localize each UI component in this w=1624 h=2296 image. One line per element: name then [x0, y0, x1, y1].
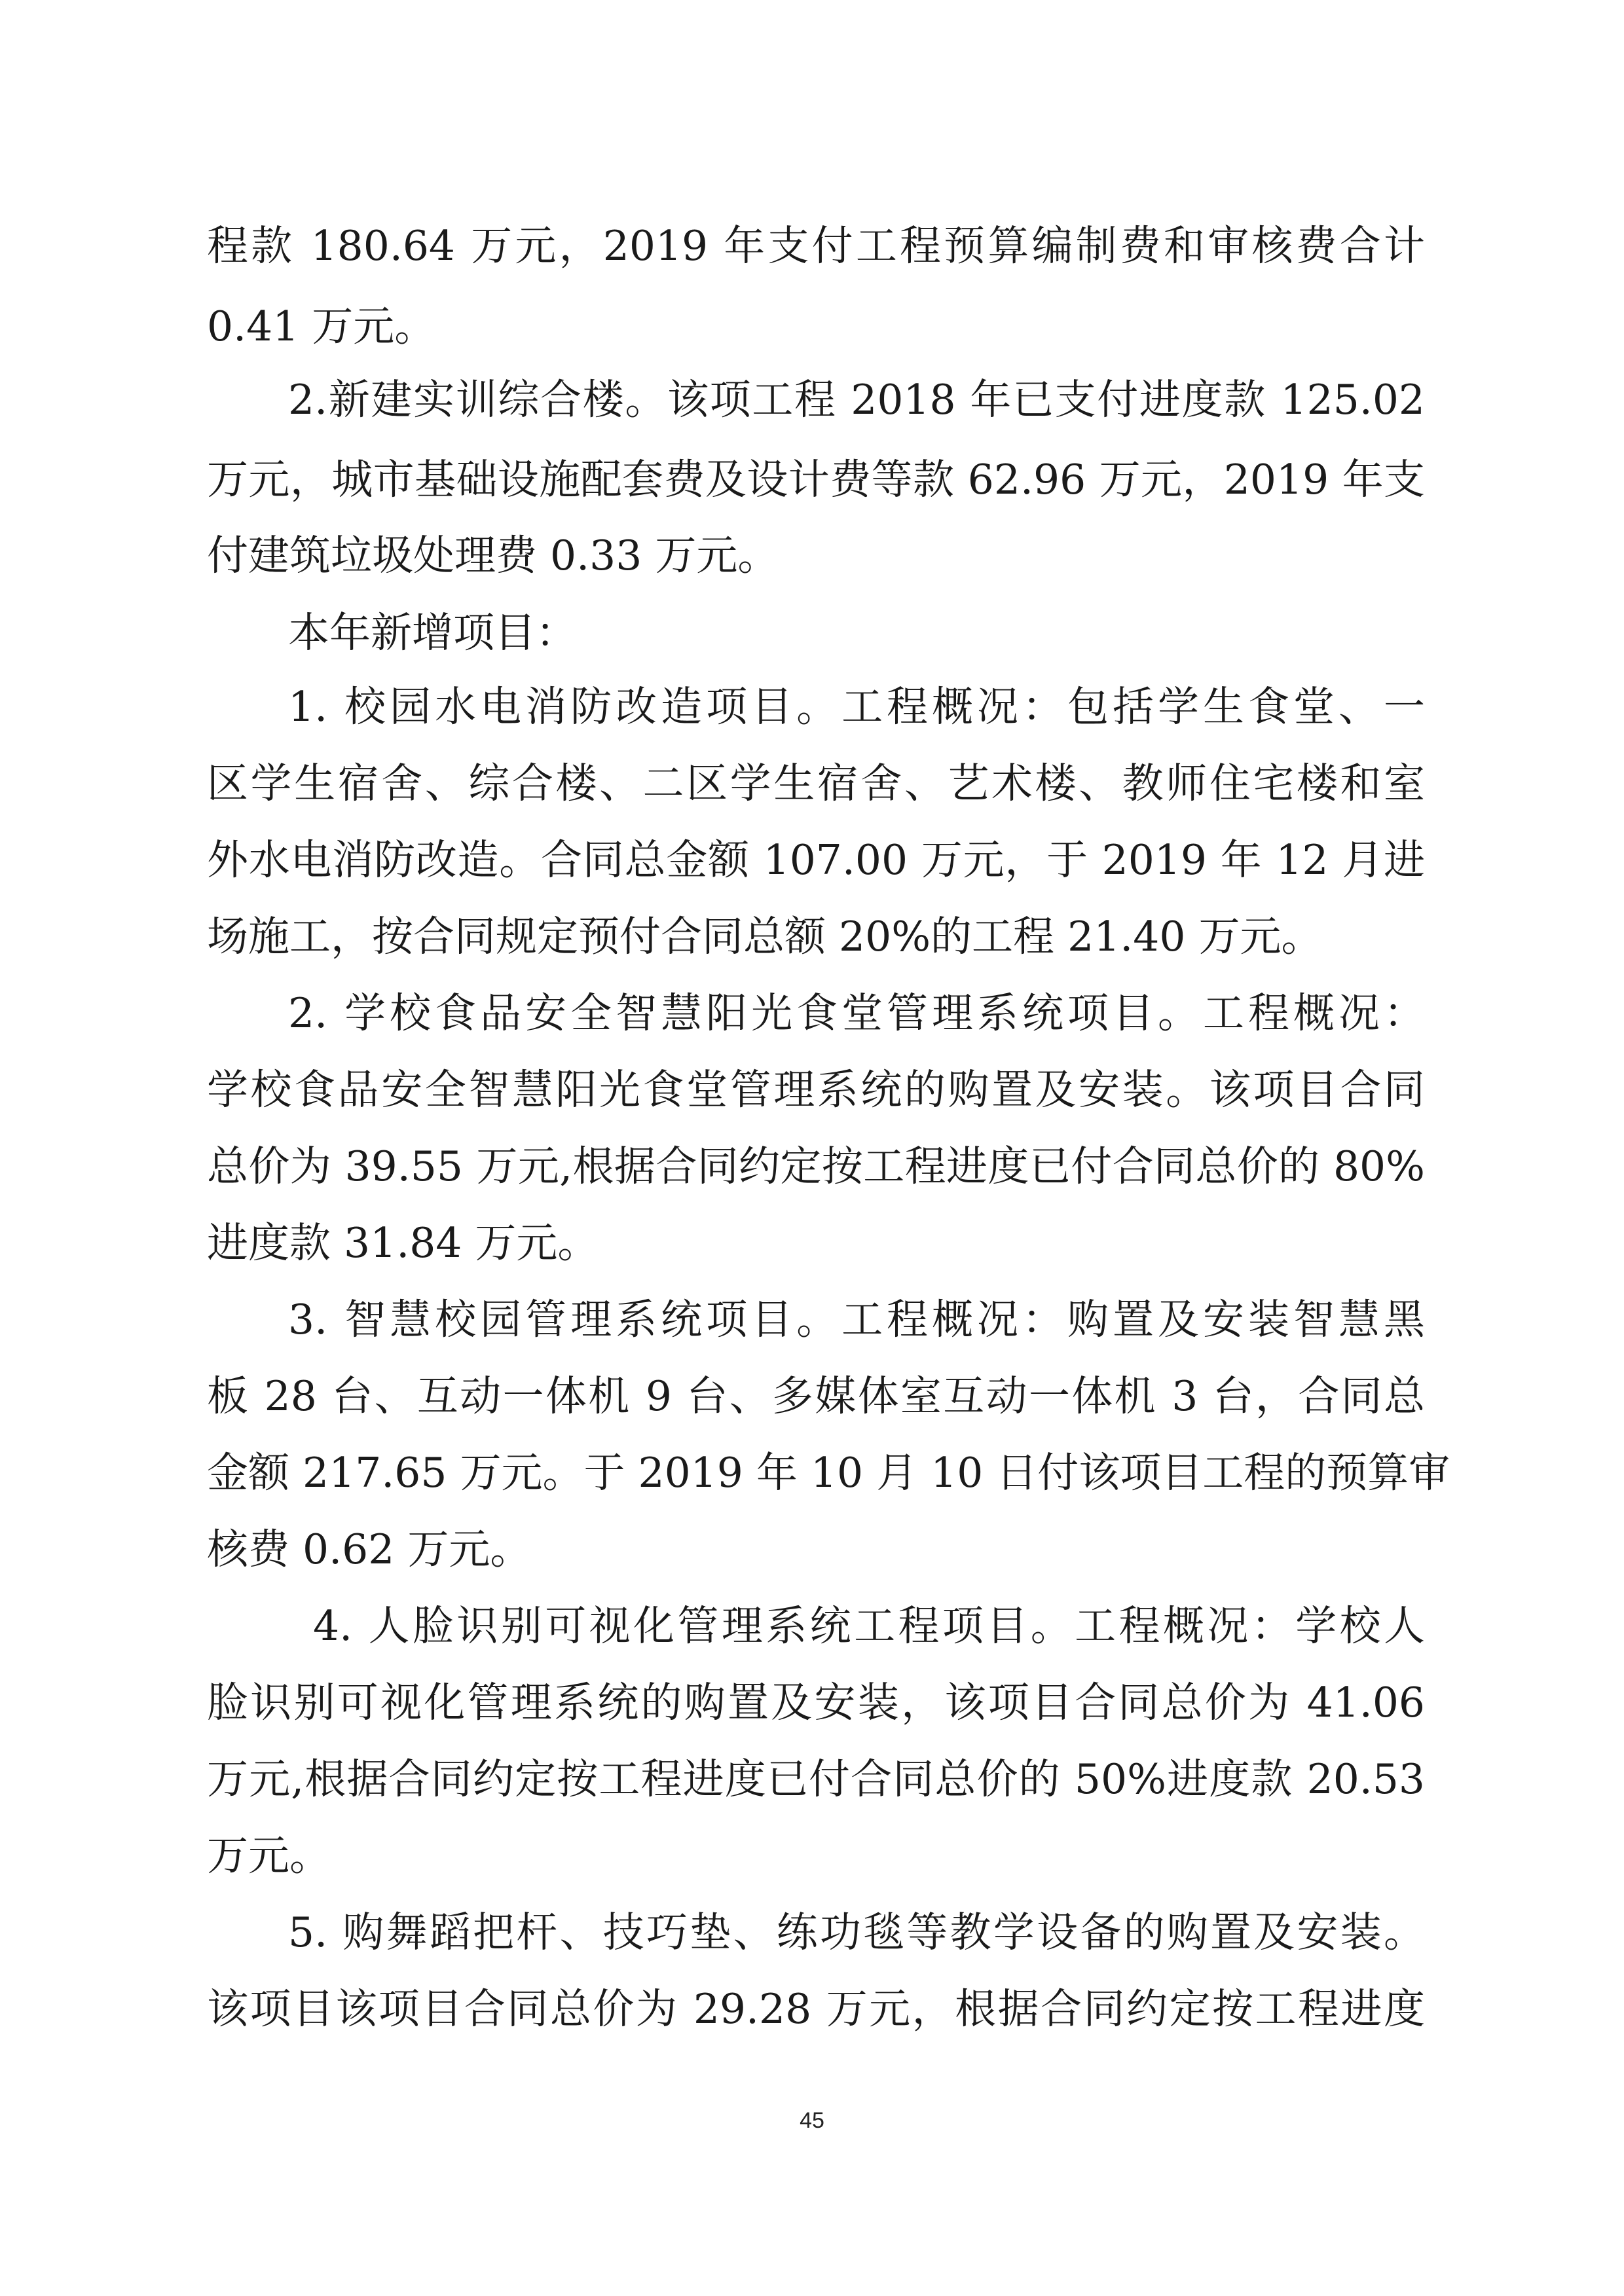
text-line-8: 区学生宿舍、综合楼、二区学生宿舍、艺术楼、教师住宅楼和室 — [207, 759, 1425, 807]
text-line-16: 板 28 台、互动一体机 9 台、多媒体室互动一体机 3 台，合同总 — [207, 1372, 1425, 1420]
text-line-5: 付建筑垃圾处理费 0.33 万元。 — [207, 532, 779, 579]
text-line-20: 脸识别可视化管理系统的购置及安装，该项目合同总价为 41.06 — [207, 1679, 1425, 1726]
text-line-18: 核费 0.62 万元。 — [207, 1525, 532, 1573]
text-line-3: 2.新建实训综合楼。该项工程 2018 年已支付进度款 125.02 — [288, 376, 1425, 424]
text-line-14: 进度款 31.84 万元。 — [207, 1219, 599, 1267]
text-line-7: 1. 校园水电消防改造项目。工程概况：包括学生食堂、一 — [288, 683, 1425, 731]
text-line-13: 总价为 39.55 万元,根据合同约定按工程进度已付合同总价的 80% — [207, 1142, 1425, 1190]
text-line-12: 学校食品安全智慧阳光食堂管理系统的购置及安装。该项目合同 — [207, 1066, 1425, 1114]
text-line-22: 万元。 — [207, 1832, 331, 1880]
text-line-23: 5. 购舞蹈把杆、技巧垫、练功毯等教学设备的购置及安装。 — [288, 1908, 1425, 1956]
section-heading: 本年新增项目： — [288, 609, 577, 657]
text-line-24: 该项目该项目合同总价为 29.28 万元，根据合同约定按工程进度 — [207, 1985, 1425, 2033]
text-line-4: 万元，城市基础设施配套费及设计费等款 62.96 万元，2019 年支 — [207, 456, 1425, 503]
text-line-11: 2. 学校食品安全智慧阳光食堂管理系统项目。工程概况： — [288, 989, 1425, 1037]
page-number: 45 — [800, 2108, 824, 2133]
text-line-1: 程款 180.64 万元，2019 年支付工程预算编制费和审核费合计 — [207, 222, 1425, 270]
text-line-15: 3. 智慧校园管理系统项目。工程概况：购置及安装智慧黑 — [288, 1296, 1425, 1343]
text-line-17: 金额 217.65 万元。于 2019 年 10 月 10 日付该项目工程的预算审 — [207, 1449, 1450, 1497]
text-line-19: 4. 人脸识别可视化管理系统工程项目。工程概况：学校人 — [313, 1602, 1425, 1650]
text-line-10: 场施工，按合同规定预付合同总额 20%的工程 21.40 万元。 — [207, 913, 1323, 960]
text-line-21: 万元,根据合同约定按工程进度已付合同总价的 50%进度款 20.53 — [207, 1755, 1425, 1803]
text-line-9: 外水电消防改造。合同总金额 107.00 万元，于 2019 年 12 月进 — [207, 836, 1425, 884]
text-line-2: 0.41 万元。 — [207, 302, 436, 350]
